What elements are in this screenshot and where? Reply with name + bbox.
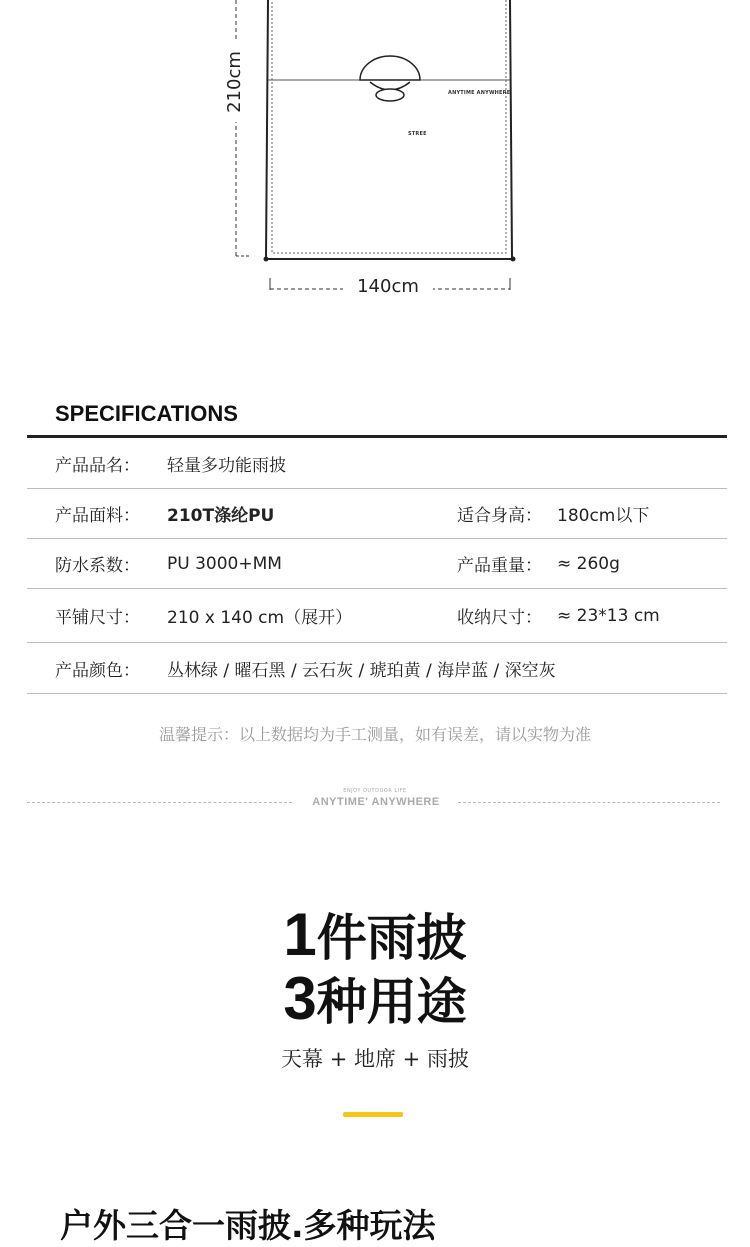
divider-right — [458, 802, 720, 803]
divider-subtext: ENJOY OUTDOOR LIFE — [343, 788, 407, 794]
brand-tag: ANYTIME ANYWHERE — [448, 90, 511, 96]
accent-bar — [343, 1112, 403, 1117]
spec-value: 丛林绿 / 曜石黑 / 云石灰 / 琥珀黄 / 海岸蓝 / 深空灰 — [167, 660, 556, 681]
height-label: 210cm — [224, 42, 248, 122]
spec-value: 210T涤纶PU — [167, 506, 275, 526]
spec-label: 产品品名： — [55, 455, 140, 476]
headline-line-2 — [0, 962, 750, 1034]
spec-row-colors — [27, 643, 727, 694]
spec-row-size — [27, 589, 727, 643]
divider-brand: ANYTIME' ANYWHERE — [312, 796, 440, 808]
spec-label: 收纳尺寸： — [457, 608, 542, 628]
measurement-tip: 温馨提示：以上数据均为手工测量，如有误差，请以实物为准 — [158, 725, 591, 744]
spec-value: PU 3000+MM — [167, 553, 282, 574]
spec-value: 210 x 140 cm（展开） — [167, 608, 353, 628]
small-logo: STREE — [408, 131, 427, 137]
section-title: 户外三合一雨披.多种玩法 — [60, 1206, 436, 1245]
spec-label: 防水系数： — [55, 556, 140, 576]
poncho-outline — [0, 0, 750, 320]
spec-label: 产品颜色： — [55, 660, 140, 681]
dimension-diagram — [0, 0, 750, 320]
divider-left — [27, 802, 292, 803]
spec-label: 产品面料： — [55, 506, 140, 526]
spec-value: ≈ 260g — [557, 553, 620, 574]
spec-row-name — [27, 438, 727, 489]
spec-row-waterproof — [27, 539, 727, 589]
headline-number: 1 — [283, 901, 317, 968]
width-label: 140cm — [343, 276, 433, 297]
spec-value: ≈ 23*13 cm — [557, 605, 660, 626]
spec-label: 适合身高： — [457, 506, 542, 526]
spec-label: 平铺尺寸： — [55, 608, 140, 628]
specifications-title: SPECIFICATIONS — [55, 401, 238, 426]
headline-text: 种用途 — [316, 973, 467, 1031]
headline-text: 件雨披 — [316, 909, 467, 967]
spec-value: 轻量多功能雨披 — [167, 455, 286, 476]
spec-label: 产品重量： — [457, 556, 542, 576]
spec-row-fabric — [27, 489, 727, 539]
spec-value: 180cm以下 — [557, 506, 650, 526]
headline-line-1 — [0, 898, 750, 970]
uses-subtitle: 天幕 + 地席 + 雨披 — [281, 1047, 469, 1071]
headline-number: 3 — [283, 965, 317, 1032]
